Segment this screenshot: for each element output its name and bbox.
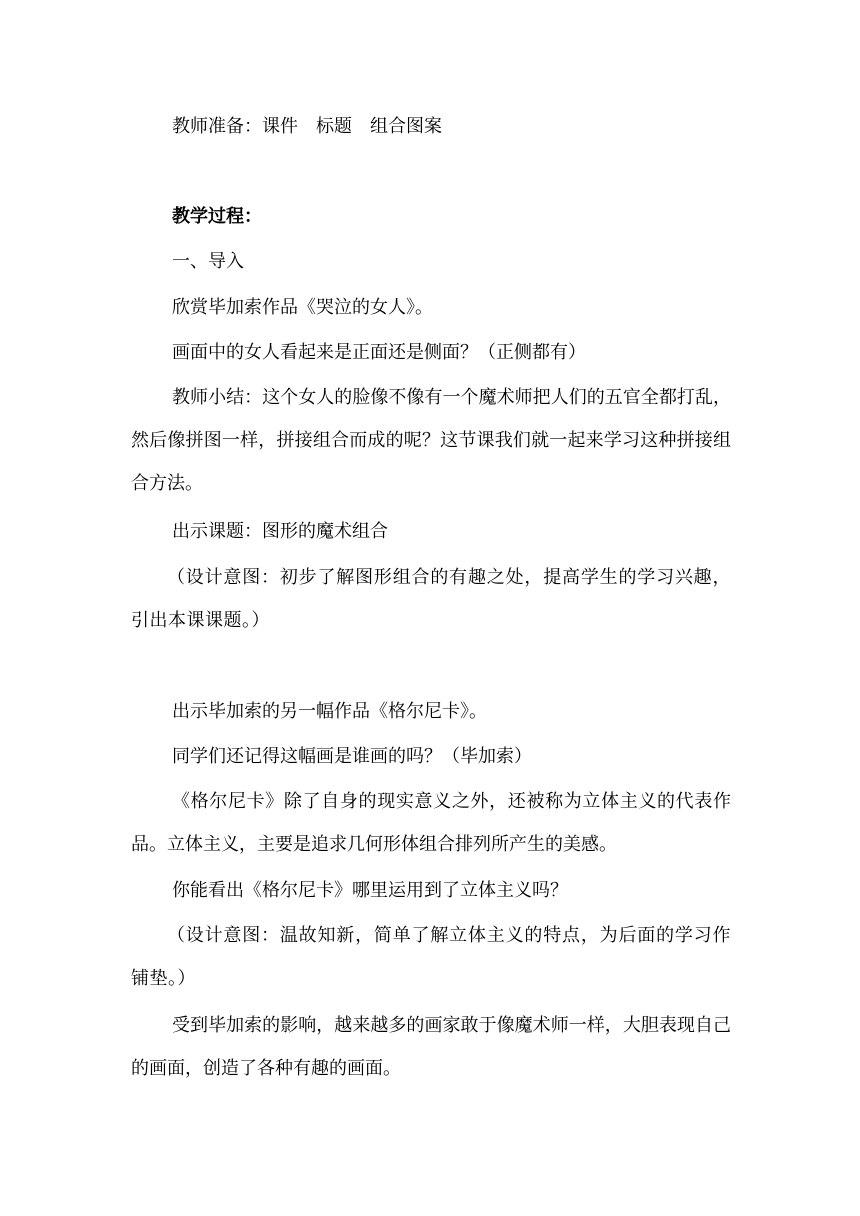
teacher-preparation: 教师准备：课件 标题 组合图案 — [172, 116, 442, 137]
paragraph-appreciate-weeping-woman: 欣赏毕加索作品《哭泣的女人》。 — [172, 297, 433, 318]
design-intent-note-2: （设计意图：温故知新，简单了解立体主义的特点，为后面的学习作铺垫。） — [131, 925, 731, 989]
paragraph-guernica-cubism: 《格尔尼卡》除了自身的现实意义之外，还被称为立体主义的代表作品。立体主义，主要是追求几何形体组合排列所产生的美感。 — [131, 791, 731, 855]
paragraph-show-topic: 出示课题：图形的魔术组合 — [172, 521, 388, 542]
design-intent-note-1: （设计意图：初步了解图形组合的有趣之处，提高学生的学习兴趣，引出本课课题。） — [131, 567, 731, 631]
subheading-introduction: 一、导入 — [172, 251, 244, 272]
paragraph-teacher-summary: 教师小结：这个女人的脸像不像有一个魔术师把人们的五官全都打乱，然后像拼图一样，拼接组合而成的呢？这节课我们就一起来学习这种拼接组合方法。 — [131, 387, 731, 494]
paragraph-question-cubism-use: 你能看出《格尔尼卡》哪里运用到了立体主义吗？ — [172, 880, 568, 901]
paragraph-question-who-painted: 同学们还记得这幅画是谁画的吗？（毕加索） — [172, 746, 532, 767]
paragraph-picasso-influence: 受到毕加索的影响，越来越多的画家敢于像魔术师一样，大胆表现自己的画面，创造了各种有趣的画面。 — [131, 1015, 731, 1079]
section-heading-teaching-process: 教学过程： — [172, 206, 262, 227]
paragraph-show-guernica: 出示毕加索的另一幅作品《格尔尼卡》。 — [172, 701, 487, 722]
paragraph-question-front-or-side: 画面中的女人看起来是正面还是侧面？（正侧都有） — [172, 342, 586, 363]
